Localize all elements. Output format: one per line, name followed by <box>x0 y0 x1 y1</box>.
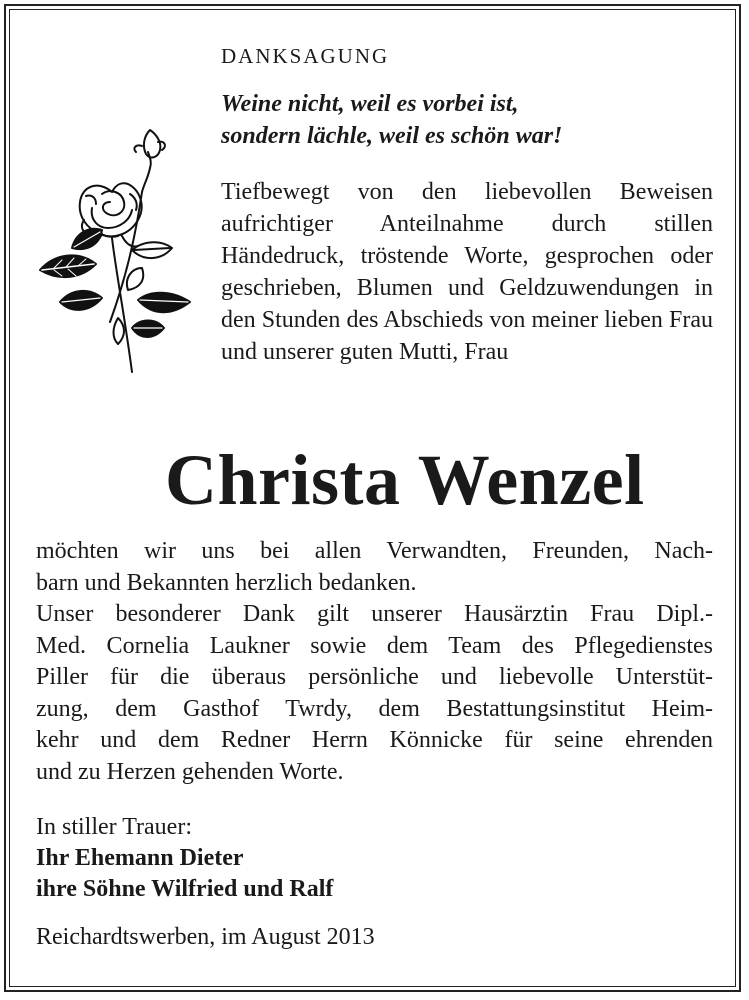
deceased-name: Christa Wenzel <box>165 440 645 520</box>
signoff-intro: In stiller Trauer: <box>36 814 192 840</box>
thanks-line: zung, dem Gasthof Twrdy, dem Bestattungsinstitut Heim- <box>36 695 713 722</box>
motto-quote <box>221 88 721 152</box>
thanks-line: Piller für die überaus persönliche und liebevolle Unterstüt- <box>36 664 713 690</box>
mourner-husband: Ihr Ehemann Dieter <box>36 845 244 871</box>
signoff-block <box>36 812 333 905</box>
thanks-line: kehr und dem Redner Herrn Könnicke für seine ehrenden <box>36 727 713 753</box>
thanks-line: möchten wir uns bei allen Verwandten, Freunden, Nach- <box>36 538 713 564</box>
thanks-paragraph <box>36 536 713 788</box>
rose-illustration-icon <box>32 122 198 380</box>
thanks-line: barn und Bekannten herzlich bedanken. <box>36 569 417 596</box>
motto-line-2: sondern lächle, weil es schön war! <box>221 123 563 149</box>
place-date: Reichardtswerben, im August 2013 <box>36 924 375 950</box>
intro-paragraph: Tiefbewegt von den liebevollen Beweisen aufrichtiger Anteilnahme durch stillen Händedruck, tröstende Worte, gesprochen oder geschrieben, Blumen und Geldzuwendungen in den Stunden des Abschieds von meiner lieben Frau und unserer guten Mutti, Frau <box>221 179 713 365</box>
notice-heading: DANKSAGUNG <box>221 44 390 68</box>
thanks-line: und zu Herzen gehenden Worte. <box>36 758 344 785</box>
thanks-line: Med. Cornelia Laukner sowie dem Team des Pflegedienstes <box>36 632 713 659</box>
thanks-line: Unser besonderer Dank gilt unserer Hausärztin Frau Dipl.- <box>36 601 713 627</box>
mourner-sons: ihre Söhne Wilfried und Ralf <box>36 876 334 902</box>
motto-line-1: Weine nicht, weil es vorbei ist, <box>221 91 519 117</box>
